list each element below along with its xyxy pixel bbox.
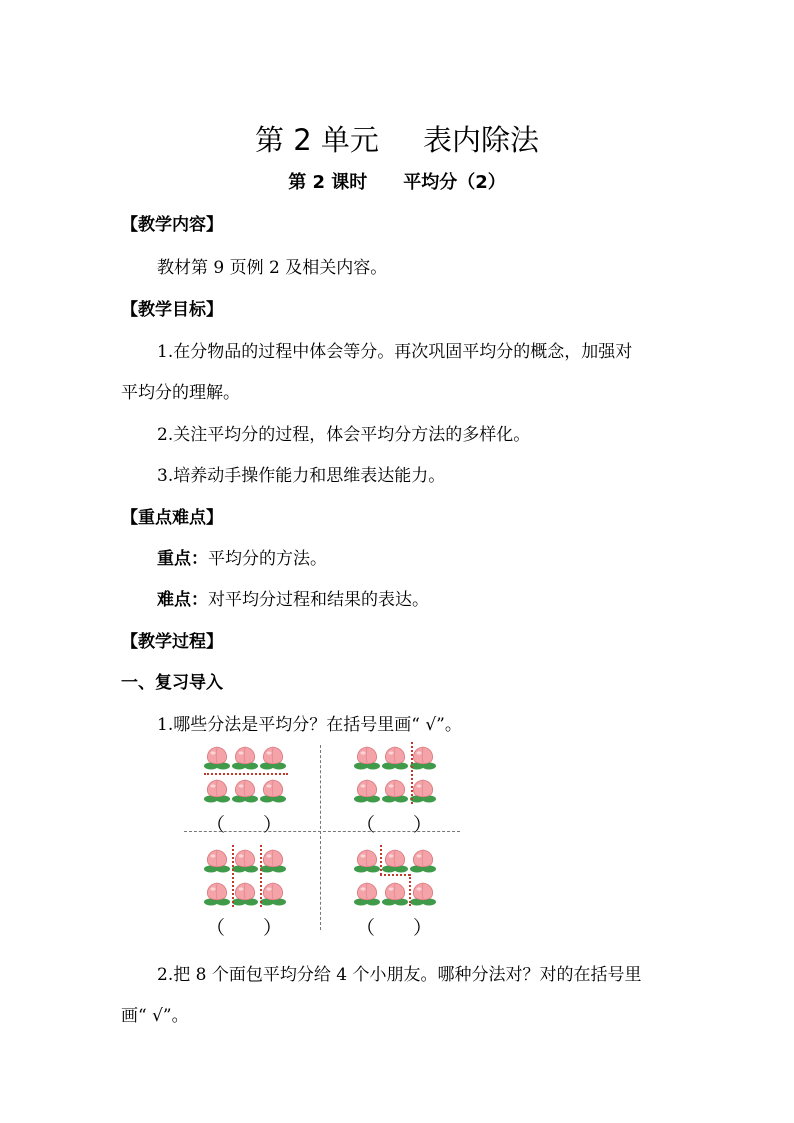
peach-icon	[260, 880, 286, 908]
group-b-split-line	[411, 742, 413, 804]
peach-icon	[354, 880, 380, 908]
question-1: 1.哪些分法是平均分？在括号里画“ √”。	[157, 715, 462, 735]
lesson-number: 第 2 课时	[288, 172, 368, 193]
peach-icon	[382, 880, 408, 908]
focus-line	[157, 544, 327, 569]
content-text: 教材第 9 页例 2 及相关内容。	[157, 258, 388, 278]
group-a-split-line	[204, 773, 288, 775]
peach-icon	[232, 744, 258, 772]
lesson-subtitle	[0, 168, 794, 194]
peach-icon	[354, 777, 380, 805]
group-d-answer-blank: （ ）	[356, 917, 433, 939]
focus-text: 平均分的方法。	[208, 549, 327, 569]
difficulty-line	[157, 585, 429, 610]
content-heading: 【教学内容】	[121, 215, 223, 235]
difficulty-text: 对平均分过程和结果的表达。	[208, 590, 429, 610]
peach-division-figure	[180, 740, 465, 939]
peach-icon	[410, 744, 436, 772]
peach-icon	[382, 744, 408, 772]
peach-icon	[204, 777, 230, 805]
peach-icon	[232, 847, 258, 875]
difficulty-label: 难点：	[157, 590, 208, 610]
focus-label: 重点：	[157, 549, 208, 569]
peach-icon	[410, 847, 436, 875]
lesson-topic: 平均分（2）	[403, 172, 506, 193]
peach-icon	[410, 880, 436, 908]
peach-icon	[382, 847, 408, 875]
group-b-answer-blank: （ ）	[356, 814, 433, 836]
peach-icon	[354, 847, 380, 875]
question-2-line-2: 画“ √”。	[121, 1006, 189, 1026]
group-d-split-line-1	[380, 845, 382, 875]
peach-icon	[204, 880, 230, 908]
figure-vertical-divider	[320, 745, 321, 930]
peach-icon	[232, 880, 258, 908]
peach-icon	[410, 777, 436, 805]
goal-3: 3.培养动手操作能力和思维表达能力。	[157, 466, 446, 486]
goal-1-line-1: 1.在分物品的过程中体会等分。再次巩固平均分的概念，加强对	[157, 342, 633, 362]
document-title	[0, 118, 794, 159]
peach-icon	[204, 744, 230, 772]
peach-icon	[232, 777, 258, 805]
unit-number: 第 2 单元	[255, 123, 379, 157]
group-c-answer-blank: （ ）	[206, 917, 283, 939]
part-1-heading: 一、复习导入	[121, 673, 223, 693]
peach-icon	[382, 777, 408, 805]
process-heading: 【教学过程】	[121, 632, 223, 652]
question-2-line-1: 2.把 8 个面包平均分给 4 个小朋友。哪种分法对？对的在括号里	[157, 965, 642, 985]
goal-1-line-2: 平均分的理解。	[121, 383, 240, 403]
peach-icon	[260, 777, 286, 805]
goals-heading: 【教学目标】	[121, 300, 223, 320]
group-c-split-line-2	[260, 845, 262, 907]
unit-topic: 表内除法	[422, 123, 539, 157]
peach-icon	[204, 847, 230, 875]
group-a-answer-blank: （ ）	[206, 814, 283, 836]
peach-icon	[260, 847, 286, 875]
goal-2: 2.关注平均分的过程，体会平均分方法的多样化。	[157, 425, 531, 445]
group-d-split-line-3	[409, 874, 411, 906]
peach-icon	[260, 744, 286, 772]
peach-icon	[354, 744, 380, 772]
group-d-split-line-2	[380, 874, 410, 876]
group-c-split-line-1	[232, 845, 234, 907]
key-heading: 【重点难点】	[121, 508, 223, 528]
